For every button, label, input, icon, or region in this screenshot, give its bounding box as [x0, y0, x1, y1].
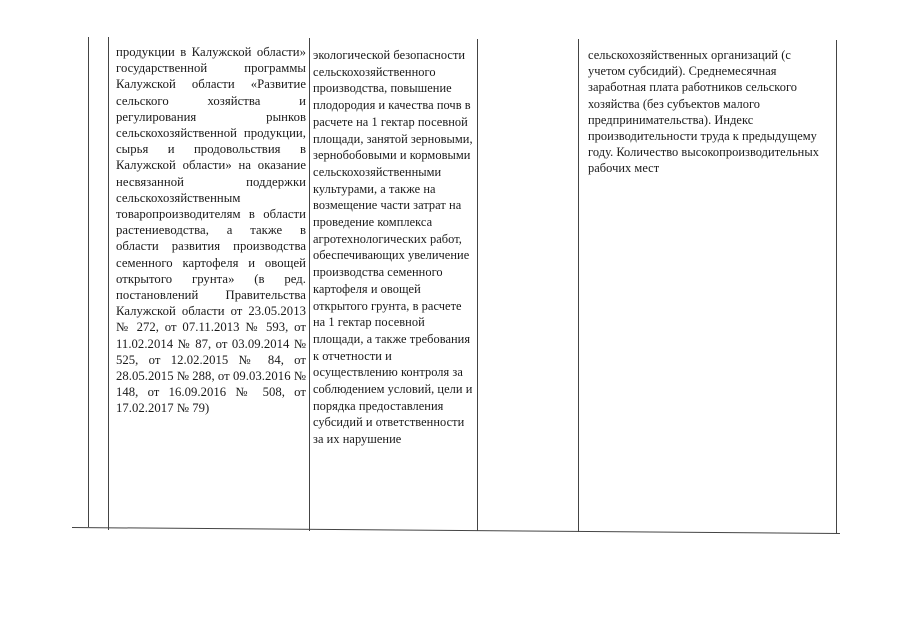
column-divider-2 — [309, 38, 310, 531]
purpose-cell — [313, 47, 475, 448]
column-divider-3 — [477, 39, 478, 531]
table-border-left — [88, 37, 89, 527]
table-border-right — [836, 40, 837, 534]
purpose-text: экологической безопасности сельскохозяйственного производства, повышение плодородия и качества почв в расчете на 1 гектар посевной площади, занятой зерновыми, зернобобовыми и кормовыми сельскохозяйственными культурами, а также на возмещение части затрат на проведение комплекса агротехнологических работ, обеспечивающих увеличение производства семенного картофеля и овощей открытого грунта, в расчете на 1 гектар посевной площади, а также требования к отчетности и осуществлению контроля за соблюдением условий, цели и порядка предоставления субсидий и ответственности за их нарушение — [313, 48, 473, 447]
column-divider-4 — [578, 39, 579, 532]
indicators-cell — [588, 47, 828, 177]
legal-basis-text: продукции в Калужской области» государственной программы Калужской области «Развитие сельского хозяйства и регулирования рынков сельскохозяйственной продукции, сырья и продовольствия в Калужской области» на оказание несвязанной поддержки сельскохозяйственным товаропроизводителям в области растениеводства, а также в области развития производства семенного картофеля и овощей открытого грунта» (в ред. постановлений Правительства Калужской области от 23.05.2013 № 272, от 07.11.2013 № 593, от 11.02.2014 № 87, от 03.09.2014 № 525, от 12.02.2015 № 84, от 28.05.2015 № 288, от 09.03.2016 № 148, от 16.09.2016 № 508, от 17.02.2017 № 79) — [116, 45, 306, 416]
table-border-bottom — [72, 527, 840, 534]
column-divider-1 — [108, 37, 109, 530]
indicators-text: сельскохозяйственных организаций (с учетом субсидий). Среднемесячная заработная плата работников сельского хозяйства (без субъектов малого предпринимательства). Индекс производительности труда к предыдущему году. Количество высокопроизводительных рабочих мест — [588, 48, 819, 176]
legal-basis-cell — [116, 44, 306, 417]
